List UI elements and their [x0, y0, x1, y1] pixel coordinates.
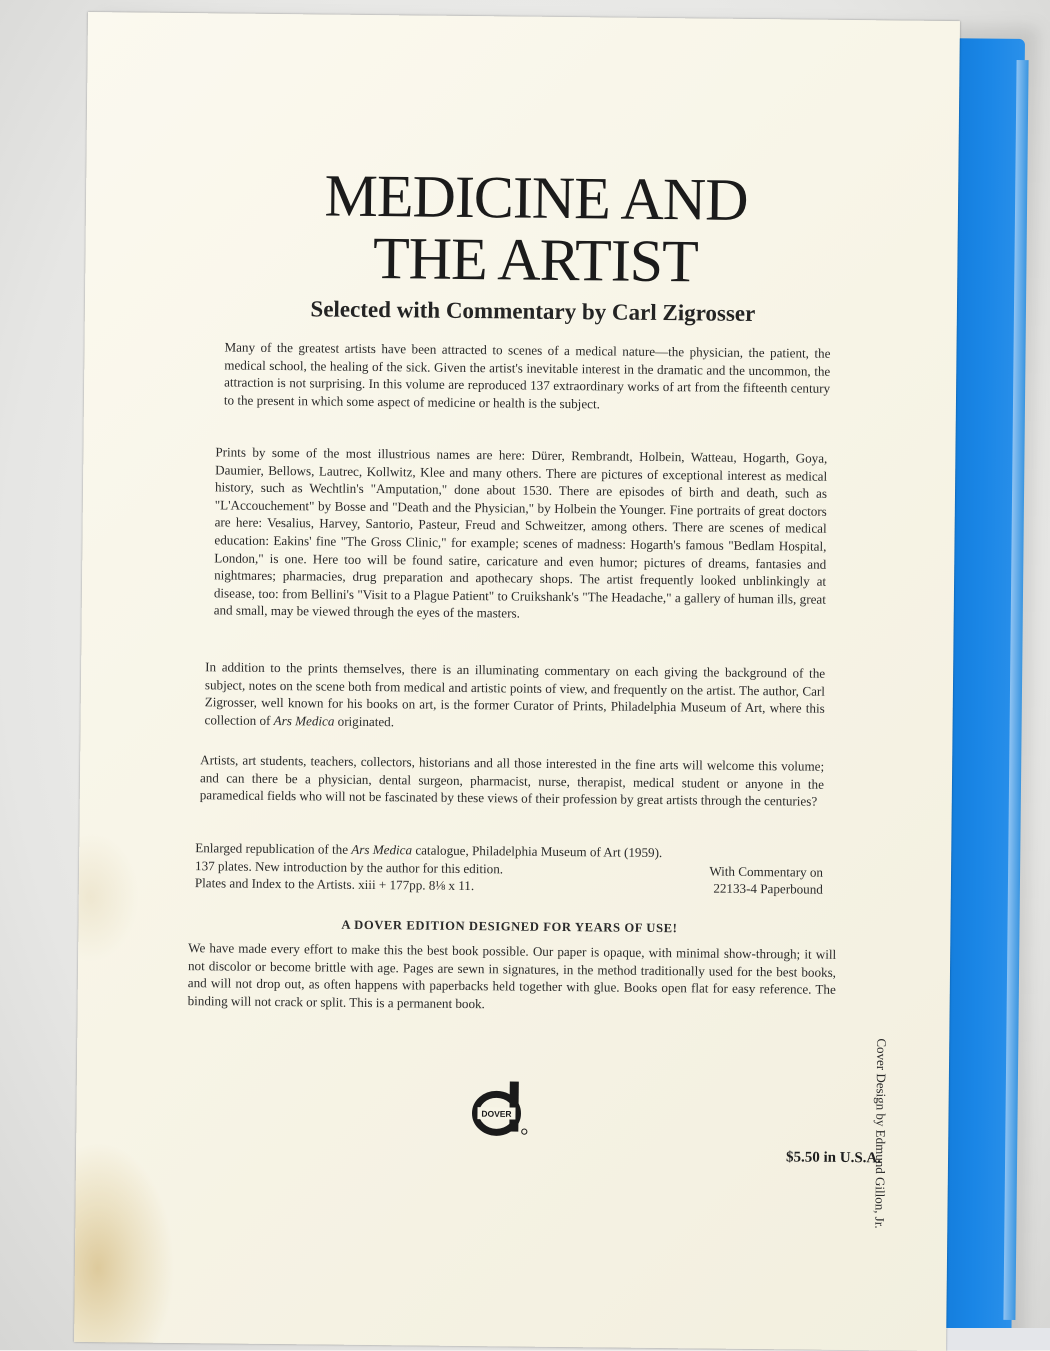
- cover-design-credit: Cover Design by Edmund Gillon, Jr.: [872, 1038, 890, 1229]
- book-subtitle: Selected with Commentary by Carl Zigrosser: [310, 296, 756, 327]
- dover-logo-text: DOVER: [481, 1108, 512, 1119]
- dover-quality-paragraph: We have made every effort to make this the best book possible. Our paper is opaque, with minimal show-through; it will not discolor or become brittle with age. Pages are sewn in signatures, in the method traditionally used for the best books, and will not drop out, as often happens with paperbacks held together with glue. Books open flat for easy reference. The binding will not crack or split. This is a permanent book.: [187, 940, 837, 1011]
- pub-line-3-left: Plates and Index to the Artists. xiii + 177pp. 8⅛ x 11.: [194, 875, 475, 894]
- dover-logo-icon: [471, 1079, 530, 1140]
- pub-line-3-right: 22133-4 Paperbound: [713, 880, 823, 897]
- pub-line-2-left: 137 plates. New introduction by the author for this edition.: [194, 857, 504, 876]
- title-line-2: THE ARTIST: [372, 225, 699, 295]
- title-line-1: MEDICINE AND: [324, 162, 748, 233]
- faint-stain: [78, 832, 139, 963]
- description-paragraph-4: Artists, art students, teachers, collectors, historians and all those interested in the fine arts will welcome this volume; and can there be a physician, dental surgeon, pharmacist, nurse, therapist, medical student or anyone in the paramedical fields who will not be fascinated by these views of their profession by great artists through the centuries?: [199, 752, 825, 809]
- paragraph-3-text-a: In addition to the prints themselves, there is an illuminating commentary on each giving the background of the subject, notes on the scene both from medical and artistic points of view, and frequently on the artist. The author, Carl Zigrosser, well known for his books on art, is the former Curator of Prints, Philadelphia Museum of Art, where this collection of: [204, 659, 826, 728]
- price-label: $5.50 in U.S.A.: [785, 1149, 882, 1167]
- description-paragraph-3: [205, 658, 826, 735]
- ars-medica-italic: Ars Medica: [273, 712, 335, 729]
- book-title: [255, 164, 816, 294]
- water-stain: [74, 1142, 176, 1351]
- pub-line-1-b: catalogue, Philadelphia Museum of Art (1959).: [412, 842, 663, 861]
- dover-edition-heading: A DOVER EDITION DESIGNED FOR YEARS OF USE!: [341, 917, 678, 936]
- publication-info: [195, 839, 824, 898]
- pub-line-2-right: With Commentary on: [709, 863, 824, 880]
- description-paragraph-1: Many of the greatest artists have been attracted to scenes of a medical nature—the physician, the patient, the medical school, the healing of the sick. Given the artist's inevitable interest in the dramatic and the uncommon, the attraction is not surprising. In this volume are reproduced 137 extraordinary works of art from the fifteenth century to the present in which some aspect of medicine or health is the subject.: [223, 339, 831, 412]
- back-cover: [74, 12, 960, 1351]
- pub-ars-medica-italic: Ars Medica: [351, 841, 413, 858]
- pub-line-1-a: Enlarged republication of the: [195, 840, 352, 857]
- paragraph-3-text-b: originated.: [334, 713, 395, 730]
- description-paragraph-2: Prints by some of the most illustrious names are here: Dürer, Rembrandt, Holbein, Watteau, Hogarth, Goya, Daumier, Bellows, Lautrec, Kollwitz, Klee and many others. There are pictures of exceptional interest as medical history, such as Wechtlin's "Amputation," done about 1530. There are episodes of birth and death, such as "L'Accouchement" by Bosse and "Death and the Physician," by Holbein the Younger. Fine portraits of great doctors are here: Vesalius, Harvey, Santorio, Pasteur, Freud and Schweitzer, among others. There are scenes of medical education: Eakins' fine "The Gross Clinic," for example; scenes of madness: Hogarth's famous "Bedlam Hospital, London," is one. Here too will be found satire, caricature and even humor; pictures of dreams, fantasies and nightmares; pharmacies, drug preparation and apothecary shops. The artist frequently looked unblinkingly at disease, too: from Bellini's "Visit to a Plague Patient" to Cruikshank's "The Headache," a gallery of human ills, great and small, may be viewed through the eyes of the masters.: [213, 444, 828, 621]
